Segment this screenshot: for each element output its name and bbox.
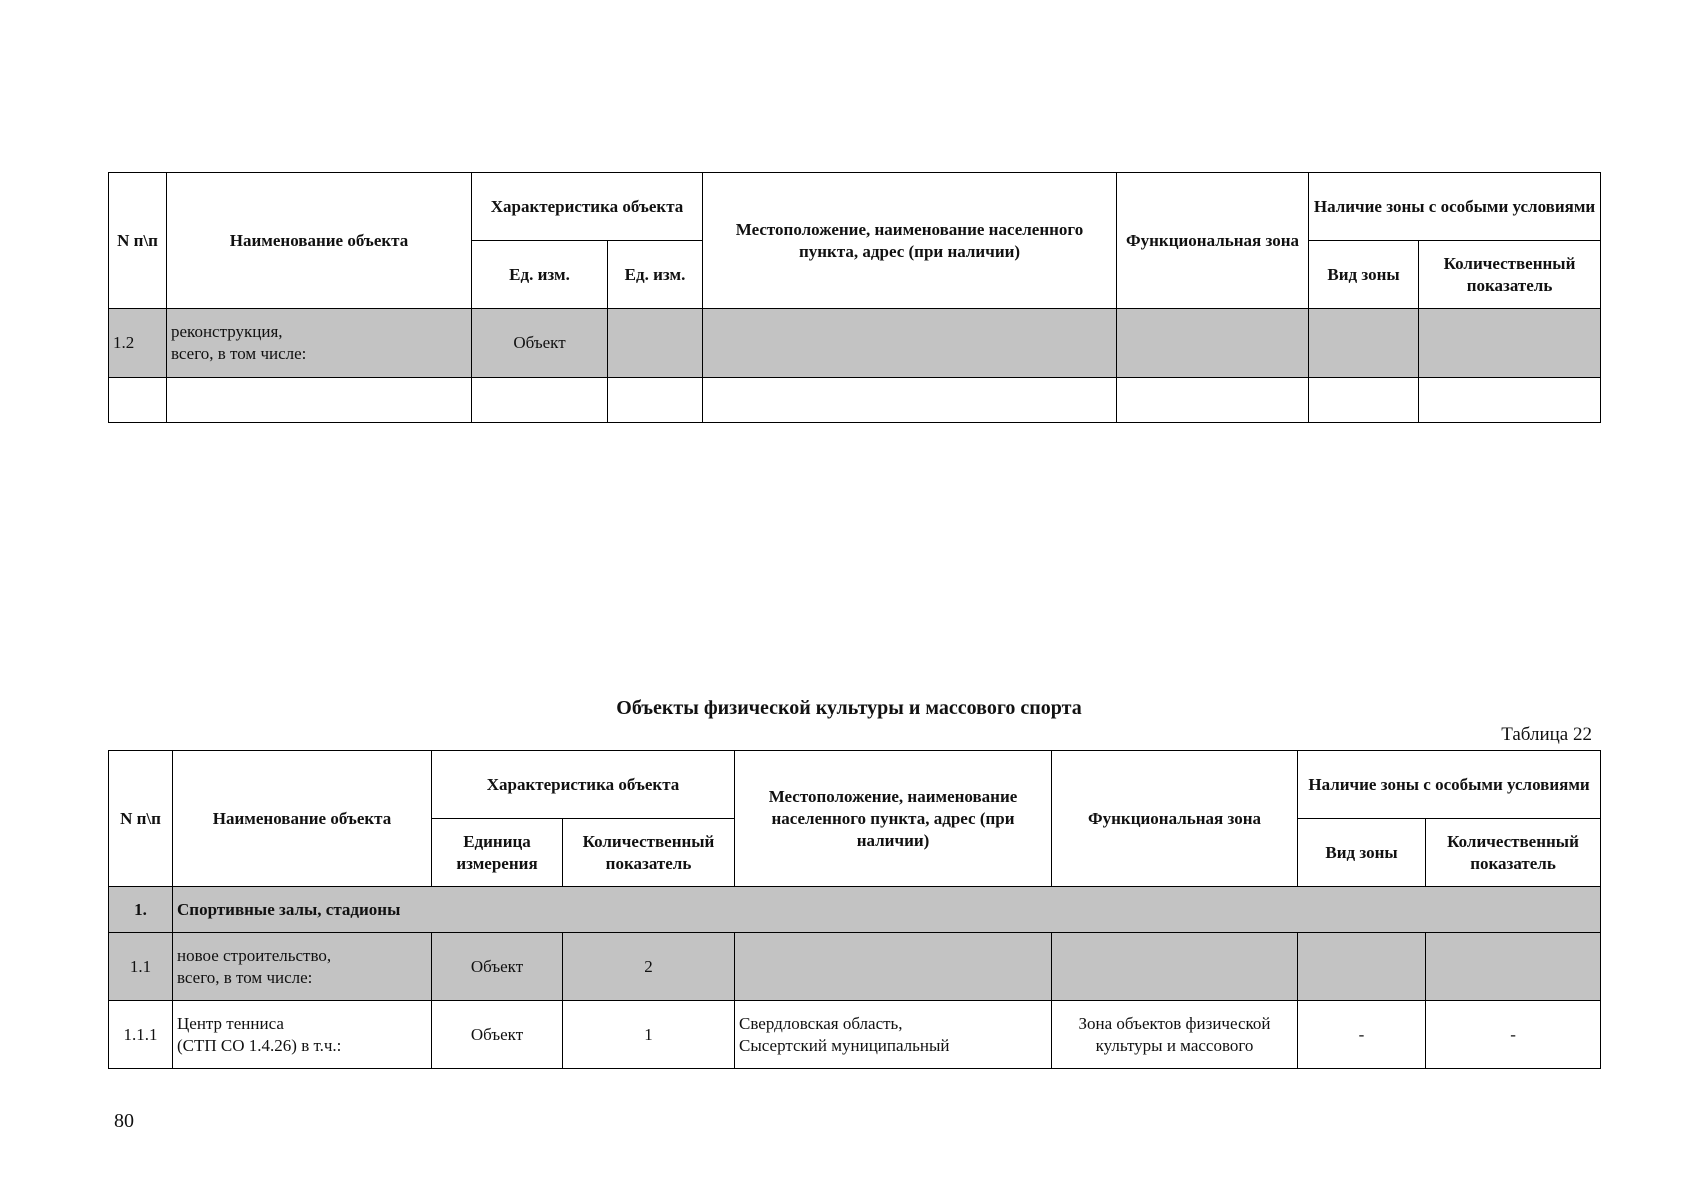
cell-value xyxy=(608,378,703,423)
cell-value xyxy=(608,309,703,378)
cell-zone-type: - xyxy=(1298,1001,1426,1069)
header-quantity: Количественный показатель xyxy=(1426,819,1601,887)
cell-location xyxy=(703,378,1117,423)
header-name: Наименование объекта xyxy=(167,173,472,309)
header-functional-zone: Функциональная зона xyxy=(1117,173,1309,309)
cell-name: Центр тенниса (СТП СО 1.4.26) в т.ч.: xyxy=(173,1001,432,1069)
cell-name: реконструкция, всего, в том числе: xyxy=(167,309,472,378)
section-label: Спортивные залы, стадионы xyxy=(173,887,1601,933)
section-title: Объекты физической культуры и массового спорта xyxy=(616,697,1082,719)
cell-name: новое строительство, всего, в том числе: xyxy=(173,933,432,1001)
header-location: Местоположение, наименование населенного пункта, адрес (при наличии) xyxy=(703,173,1117,309)
table-row xyxy=(109,933,1601,1001)
header-characteristic: Характеристика объекта xyxy=(432,751,735,819)
header-quantity-char: Количественный показатель xyxy=(563,819,735,887)
cell-location xyxy=(703,309,1117,378)
object-table-top xyxy=(108,172,1601,423)
cell-functional-zone xyxy=(1052,933,1298,1001)
cell-quantity: - xyxy=(1426,1001,1601,1069)
cell-functional-zone xyxy=(1117,378,1309,423)
header-characteristic: Характеристика объекта xyxy=(472,173,703,241)
table-row xyxy=(109,378,1601,423)
cell-unit: Объект xyxy=(432,1001,563,1069)
header-zone-type: Вид зоны xyxy=(1309,241,1419,309)
cell-quantity xyxy=(1419,378,1601,423)
cell-num: 1.1 xyxy=(109,933,173,1001)
cell-num xyxy=(109,378,167,423)
cell-quantity xyxy=(1419,309,1601,378)
header-special-zone: Наличие зоны с особыми условиями xyxy=(1309,173,1601,241)
header-unit-2: Ед. изм. xyxy=(608,241,703,309)
header-functional-zone: Функциональная зона xyxy=(1052,751,1298,887)
cell-name xyxy=(167,378,472,423)
header-num: N п\п xyxy=(109,751,173,887)
header-unit: Единица измерения xyxy=(432,819,563,887)
table-number: Таблица 22 xyxy=(1501,724,1592,745)
cell-zone-type xyxy=(1309,378,1419,423)
cell-unit: Объект xyxy=(432,933,563,1001)
header-zone-type: Вид зоны xyxy=(1298,819,1426,887)
header-special-zone: Наличие зоны с особыми условиями xyxy=(1298,751,1601,819)
cell-value: 1 xyxy=(563,1001,735,1069)
header-num: N п\п xyxy=(109,173,167,309)
cell-zone-type xyxy=(1309,309,1419,378)
section-num: 1. xyxy=(109,887,173,933)
header-name: Наименование объекта xyxy=(173,751,432,887)
cell-functional-zone xyxy=(1117,309,1309,378)
cell-unit: Объект xyxy=(472,309,608,378)
page-number: 80 xyxy=(114,1110,134,1132)
cell-functional-zone: Зона объектов физической культуры и массового xyxy=(1052,1001,1298,1069)
cell-location xyxy=(735,933,1052,1001)
table-row xyxy=(109,309,1601,378)
cell-num: 1.2 xyxy=(109,309,167,378)
cell-quantity xyxy=(1426,933,1601,1001)
section-row xyxy=(109,887,1601,933)
table-row xyxy=(109,1001,1601,1069)
header-location: Местоположение, наименование населенного пункта, адрес (при наличии) xyxy=(735,751,1052,887)
header-unit-1: Ед. изм. xyxy=(472,241,608,309)
cell-value: 2 xyxy=(563,933,735,1001)
header-quantity: Количественный показатель xyxy=(1419,241,1601,309)
object-table-sport xyxy=(108,750,1601,1069)
cell-unit xyxy=(472,378,608,423)
cell-location: Свердловская область, Сысертский муниципальный xyxy=(735,1001,1052,1069)
cell-zone-type xyxy=(1298,933,1426,1001)
cell-num: 1.1.1 xyxy=(109,1001,173,1069)
